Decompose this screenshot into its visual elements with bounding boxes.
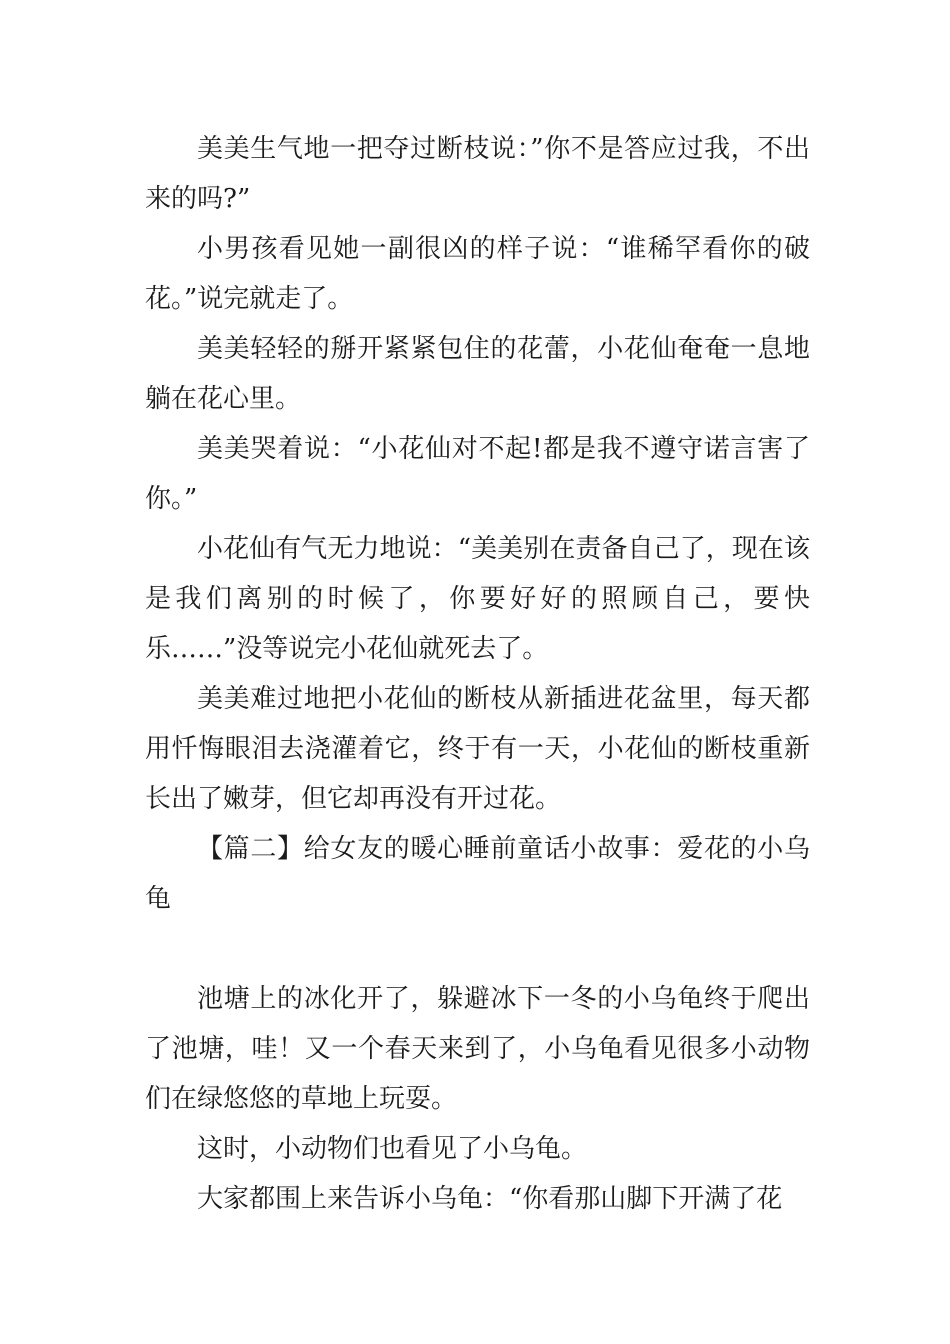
section-heading: 【篇二】给女友的暖心睡前童话小故事：爱花的小乌龟 (145, 834, 810, 914)
paragraph-4: 美美哭着说：“小花仙对不起!都是我不遵守诺言害了你。” (145, 434, 810, 514)
paragraph-2: 小男孩看见她一副很凶的样子说：“谁稀罕看你的破花。”说完就走了。 (145, 234, 810, 314)
paragraph-9: 大家都围上来告诉小乌龟：“你看那山脚下开满了花 (197, 1184, 783, 1214)
paragraph-8: 这时，小动物们也看见了小乌龟。 (197, 1134, 588, 1164)
paragraph-1: 美美生气地一把夺过断枝说：”你不是答应过我，不出来的吗?” (145, 134, 810, 214)
paragraph-7: 池塘上的冰化开了，躲避冰下一冬的小乌龟终于爬出了池塘，哇！又一个春天来到了，小乌龟看见很多小动物们在绿悠悠的草地上玩耍。 (145, 984, 810, 1114)
blank-line (145, 924, 810, 974)
paragraph-6: 美美难过地把小花仙的断枝从新插进花盆里，每天都用忏悔眼泪去浇灌着它，终于有一天，小花仙的断枝重新长出了嫩芽，但它却再没有开过花。 (145, 684, 810, 814)
paragraph-5: 小花仙有气无力地说：“美美别在责备自己了，现在该是我们离别的时候了，你要好好的照顾自己，要快乐……”没等说完小花仙就死去了。 (145, 534, 810, 664)
document-body (145, 124, 810, 1224)
paragraph-3: 美美轻轻的掰开紧紧包住的花蕾，小花仙奄奄一息地躺在花心里。 (145, 334, 810, 414)
